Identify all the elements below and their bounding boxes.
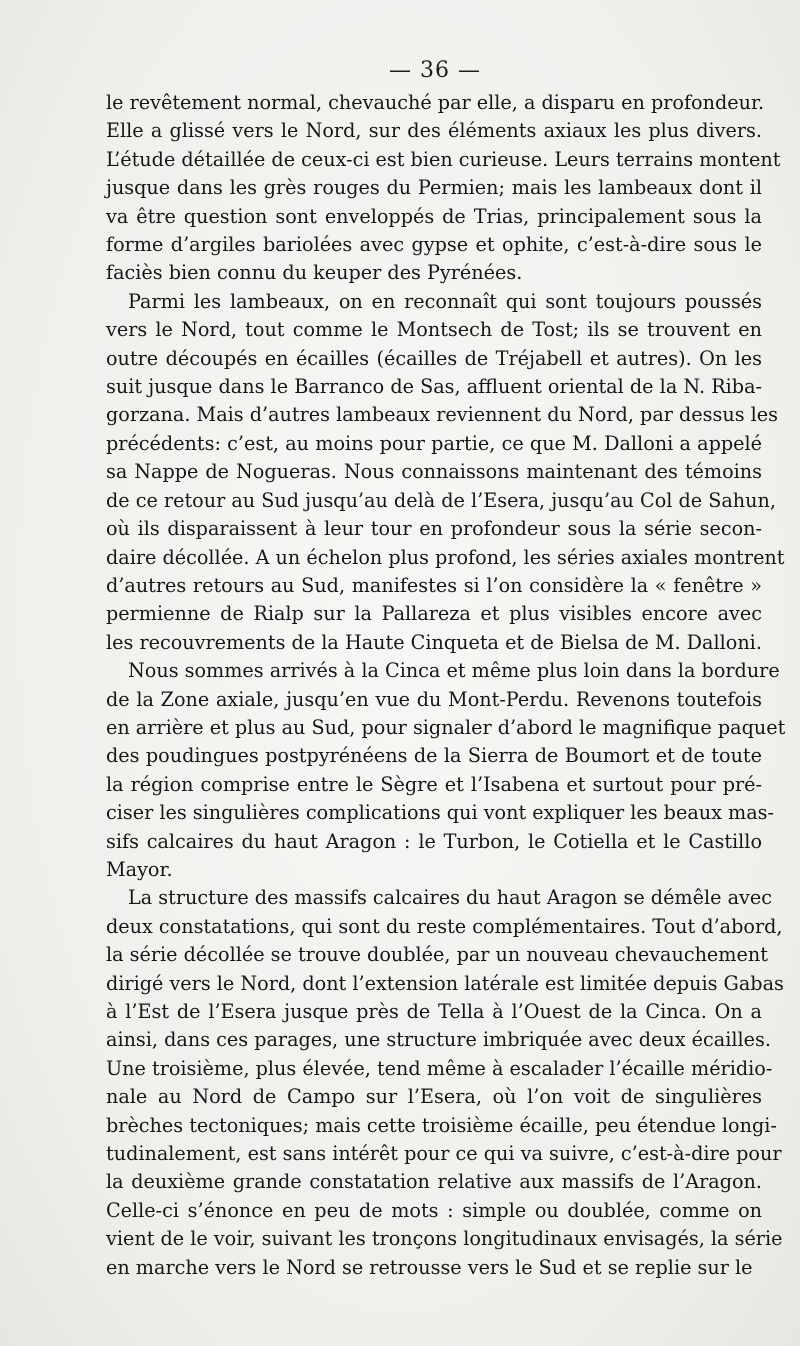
text-line: La structure des massifs calcaires du haut Aragon se démêle avec: [128, 886, 772, 910]
paragraph: [106, 884, 784, 1282]
text-line: Celle-ci s’énonce en peu de mots : simple ou doublée, comme on: [106, 1198, 762, 1222]
text-line: outre découpés en écailles (écailles de Tréjabell et autres). On les: [106, 346, 762, 370]
text-line: vient de le voir, suivant les tronçons longitudinaux envisagés, la série: [106, 1227, 783, 1251]
text-line: de ce retour au Sud jusqu’au delà de l’Esera, jusqu’au Col de Sahun,: [106, 488, 776, 512]
text-line: suit jusque dans le Barranco de Sas, affluent oriental de la N. Riba-: [106, 375, 762, 399]
text-line: permienne de Rialp sur la Pallareza et plus visibles encore avec: [106, 602, 762, 626]
text-line: sifs calcaires du haut Aragon : le Turbon, le Cotiella et le Castillo: [106, 829, 762, 853]
text-line: jusque dans les grès rouges du Permien; mais les lambeaux dont il: [106, 176, 762, 200]
text-line: Nous sommes arrivés à la Cinca et même plus loin dans la bordure: [128, 659, 780, 683]
text-line: L’étude détaillée de ceux-ci est bien curieuse. Leurs terrains montent: [106, 147, 781, 171]
text-line: en arrière et plus au Sud, pour signaler d’abord le magnifique paquet: [106, 715, 786, 739]
text-line: vers le Nord, tout comme le Montsech de Tost; ils se trouvent en: [106, 318, 762, 342]
text-line: d’autres retours au Sud, manifestes si l’on considère la « fenêtre »: [106, 573, 762, 597]
paragraph: [106, 89, 781, 288]
text-line: Mayor.: [106, 857, 173, 881]
text-line: daire décollée. A un échelon plus profond, les séries axiales montrent: [106, 545, 785, 569]
text-line: sa Nappe de Nogueras. Nous connaissons maintenant des témoins: [106, 460, 762, 484]
text-line: la région comprise entre le Sègre et l’Isabena et surtout pour pré-: [106, 772, 762, 796]
text-line: les recouvrements de la Haute Cinqueta et de Bielsa de M. Dalloni.: [106, 630, 762, 654]
text-line: dirigé vers le Nord, dont l’extension latérale est limitée depuis Gabas: [106, 971, 784, 995]
body-text: [106, 89, 786, 1282]
text-line: forme d’argiles bariolées avec gypse et ophite, c’est-à-dire sous le: [106, 233, 762, 257]
text-line: le revêtement normal, chevauché par elle, a disparu en profondeur.: [106, 91, 765, 114]
text-line: en marche vers le Nord se retrousse vers le Sud et se replie sur le: [106, 1255, 753, 1279]
text-line: Une troisième, plus élevée, tend même à escalader l’écaille méridio-: [106, 1056, 773, 1080]
text-line: brèches tectoniques; mais cette troisième écaille, peu étendue longi-: [106, 1113, 777, 1137]
page-number: — 36 —: [389, 58, 481, 83]
text-line: ainsi, dans ces parages, une structure imbriquée avec deux écailles.: [106, 1028, 771, 1052]
paragraph: [106, 657, 786, 884]
text-line: nale au Nord de Campo sur l’Esera, où l’on voit de singulières: [106, 1085, 762, 1109]
text-line: précédents: c’est, au moins pour partie, ce que M. Dalloni a appelé: [106, 431, 762, 455]
text-line: faciès bien connu du keuper des Pyrénées.: [106, 261, 523, 285]
text-line: de la Zone axiale, jusqu’en vue du Mont-Perdu. Revenons toutefois: [106, 687, 762, 711]
text-line: va être question sont enveloppés de Trias, principalement sous la: [106, 204, 762, 228]
text-line: ciser les singulières complications qui vont expliquer les beaux mas-: [106, 801, 775, 825]
text-line: gorzana. Mais d’autres lambeaux reviennent du Nord, par dessus les: [106, 403, 779, 427]
text-line: où ils disparaissent à leur tour en profondeur sous la série secon-: [106, 517, 762, 541]
text-line: Elle a glissé vers le Nord, sur des éléments axiaux les plus divers.: [106, 119, 762, 143]
text-line: des poudingues postpyrénéens de la Sierra de Boumort et de toute: [106, 744, 762, 768]
text-line: la deuxième grande constatation relative aux massifs de l’Aragon.: [106, 1170, 762, 1194]
text-line: la série décollée se trouve doublée, par un nouveau chevauchement: [106, 943, 768, 967]
text-line: Parmi les lambeaux, on en reconnaît qui sont toujours poussés: [128, 289, 762, 313]
text-line: tudinalement, est sans intérêt pour ce qui va suivre, c’est-à-dire pour: [106, 1142, 782, 1166]
text-line: deux constatations, qui sont du reste complémentaires. Tout d’abord,: [106, 914, 783, 938]
text-line: à l’Est de l’Esera jusque près de Tella à l’Ouest de la Cinca. On a: [106, 1000, 762, 1023]
paragraph: [106, 288, 785, 657]
